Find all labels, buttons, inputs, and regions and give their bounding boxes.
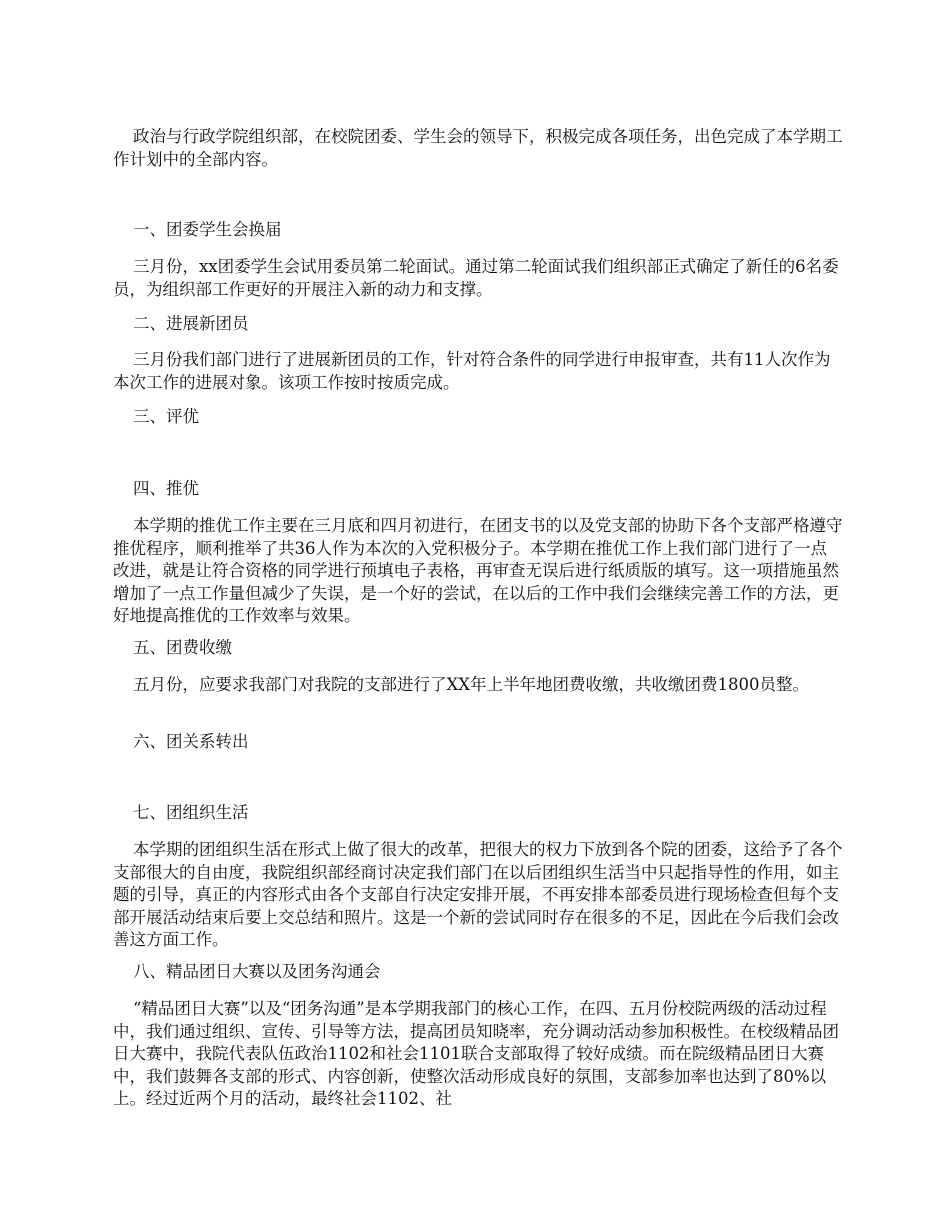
section-body-4: 本学期的推优工作主要在三月底和四月初进行，在团支书的以及党支部的协助下各个支部严格遵守推优程序，顺利推举了共36人作为本次的入党积极分子。本学期在推优工作上我们部门进行了一点改进，就是让符合资格的同学进行预填电子表格，再审查无误后进行纸质版的填写。这一项措施虽然增加了一点工作量但减少了失误，是一个好的尝试，在以后的工作中我们会继续完善工作的方法，更好地提高推优的工作效率与效果。	[113, 516, 843, 625]
section-body-7: 本学期的团组织生活在形式上做了很大的改革，把很大的权力下放到各个院的团委，这给予了各个支部很大的自由度，我院组织部经商讨决定我们部门在以后团组织生活当中只起指导性的作用，如主题的引导，真正的内容形式由各个支部自行决定安排开展，不再安排本部委员进行现场检查但每个支部开展活动结束后要上交总结和照片。这是一个新的尝试同时存在很多的不足，因此在今后我们会改善这方面工作。	[113, 840, 843, 949]
section-body-1: 三月份，xx团委学生会试用委员第二轮面试。通过第二轮面试我们组织部正式确定了新任的6名委员，为组织部工作更好的开展注入新的动力和支撑。	[113, 257, 839, 299]
section-heading-7: 七、团组织生活	[133, 803, 249, 822]
section-body-8: “精品团日大赛”以及“团务沟通”是本学期我部门的核心工作，在四、五月份校院两级的活动过程中，我们通过组织、宣传、引导等方法，提高团员知晓率，充分调动活动参加积极性。在校级精品团日大赛中，我院代表队伍政治1102和社会1101联合支部取得了较好成绩。而在院级精品团日大赛中，我们鼓舞各支部的形式、内容创新，使整次活动形成良好的氛围，支部参加率也达到了80%以上。经过近两个月的活动，最终社会1102、社	[113, 999, 839, 1108]
section-heading-3: 三、评优	[133, 407, 199, 426]
section-heading-5: 五、团费收缴	[133, 638, 232, 657]
section-body-2: 三月份我们部门进行了进展新团员的工作，针对符合条件的同学进行申报审查，共有11人次作为本次工作的进展对象。该项工作按时按质完成。	[113, 350, 831, 392]
section-heading-4: 四、推优	[133, 479, 199, 498]
section-heading-8: 八、精品团日大赛以及团务沟通会	[133, 962, 381, 981]
section-heading-6: 六、团关系转出	[133, 732, 249, 751]
section-heading-1: 一、团委学生会换届	[133, 220, 282, 239]
section-body-5: 五月份，应要求我部门对我院的支部进行了XX年上半年地团费收缴，共收缴团费1800员整。	[133, 675, 809, 694]
intro-paragraph: 政治与行政学院组织部，在校院团委、学生会的领导下，积极完成各项任务，出色完成了本学期工作计划中的全部内容。	[113, 127, 843, 169]
section-heading-2: 二、进展新团员	[133, 314, 249, 333]
